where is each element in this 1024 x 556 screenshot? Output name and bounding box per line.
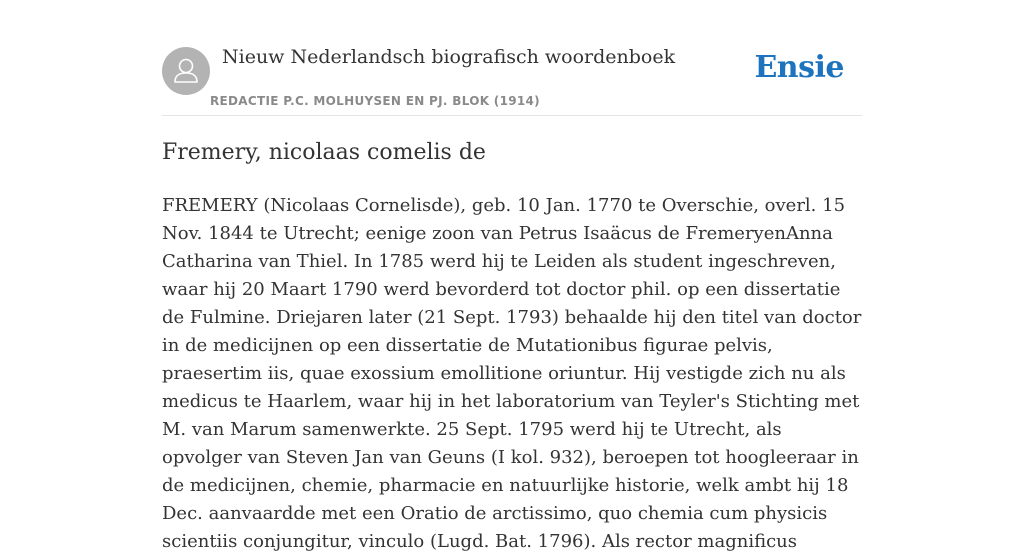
article-body: FREMERY (Nicolaas Cornelisde), geb. 10 Jan. 1770 te Overschie, overl. 15 Nov. 1844 te Utrecht; eenige zoon van Petrus Isaäcus de FremeryenAnna Catharina van Thiel. In 1785 werd hij te Leiden als student ingeschreven, waar hij 20 Maart 1790 werd bevorderd tot doctor phil. op een dissertatie de Fulmine. Driejaren later (21 Sept. 1793) behaalde hij den titel van doctor in de medicijnen op een dissertatie de Mutationibus figurae pelvis, praesertim iis, quae exossium emollitione oriuntur. Hij vestigde zich nu als medicus te Haarlem, waar hij in het laboratorium van Teyler's Stichting met M. van Marum samenwerkte. 25 Sept. 1795 werd hij te Utrecht, als opvolger van Steven Jan van Geuns (I kol. 932), beroepen tot hoogleeraar in de medicijnen, chemie, pharmacie en natuurlijke historie, welk ambt hij 18 Dec. aanvaardde met een Oratio de arctissimo, quo chemia cum physicis scientiis conjungitur, vinculo (Lugd. Bat. 1796). Als rector magnificus: [162, 195, 862, 552]
source-header: [162, 40, 862, 116]
source-subtitle: REDACTIE P.C. MOLHUYSEN EN PJ. BLOK (1914): [210, 94, 540, 108]
source-title[interactable]: Nieuw Nederlandsch biografisch woordenboek: [222, 46, 676, 68]
ensie-logo[interactable]: Ensie: [754, 50, 844, 85]
avatar[interactable]: [162, 47, 210, 95]
article-title: Fremery, nicolaas comelis de: [162, 140, 486, 165]
user-icon: [162, 47, 210, 95]
